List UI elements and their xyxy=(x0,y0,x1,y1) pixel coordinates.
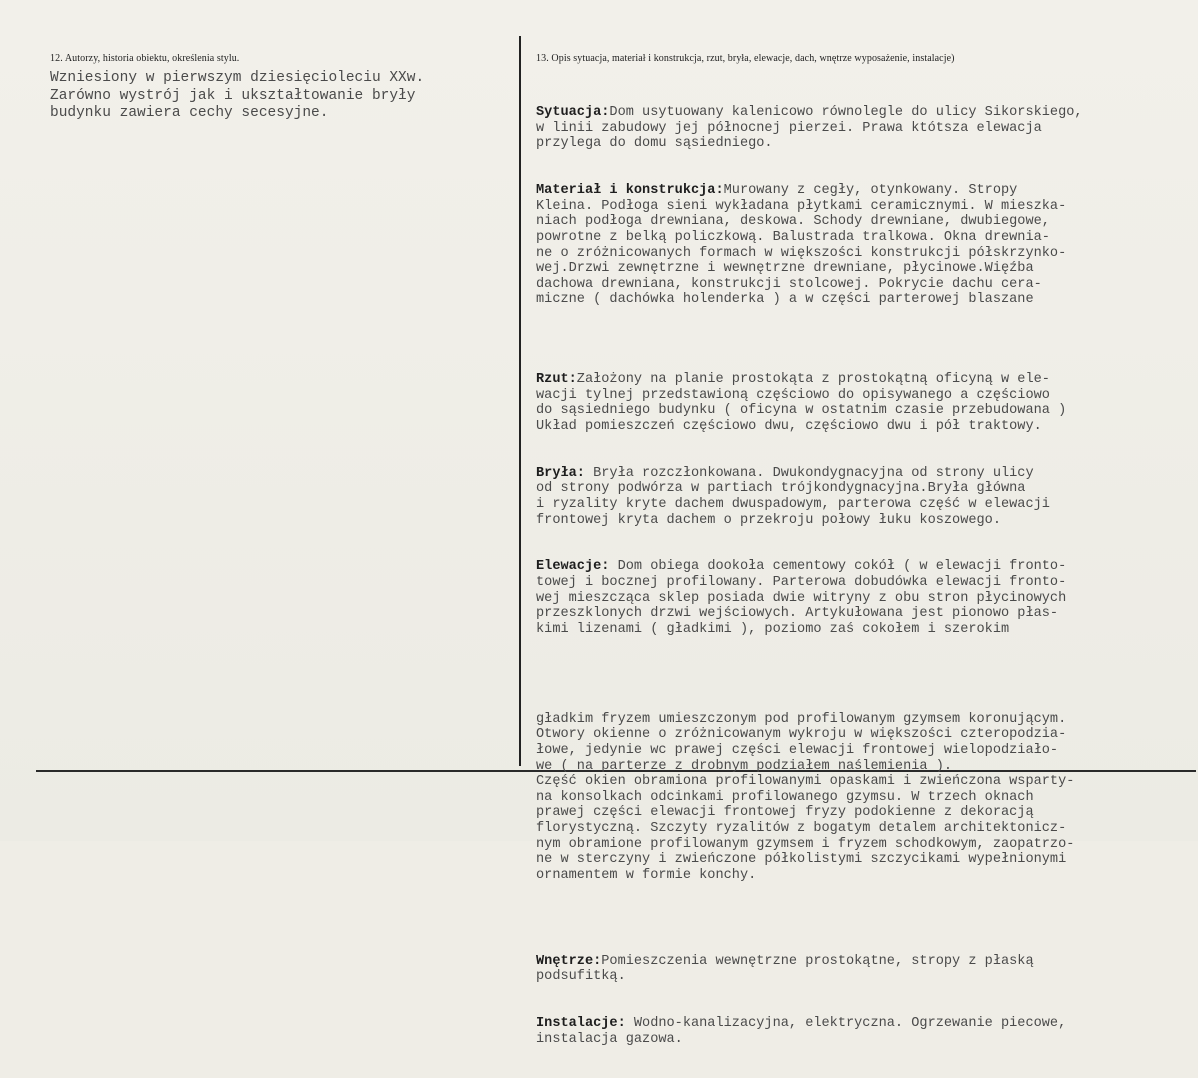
sytuacja-text: Dom usytuowany kalenicowo równolegle do ulicy Sikorskiego, w linii zabudowy jej północnej pierzei. Prawa któtsza elewacja przylega do domu sąsiedniego. xyxy=(536,105,1083,152)
rzut-paragraph xyxy=(536,372,1196,434)
elewacje-label: Elewacje: xyxy=(536,559,610,575)
instalacje-label: Instalacje: xyxy=(536,1016,626,1032)
wnetrze-text: Pomieszczenia wewnętrzne prostokątne, stropy z płaską podsufitką. xyxy=(536,953,1034,985)
wnetrze-paragraph xyxy=(536,954,1196,985)
sytuacja-label: Sytuacja: xyxy=(536,105,610,121)
rzut-text: Założony na planie prostokąta z prostokątną oficyną w ele- wacji tylnej przedstawioną częściowo do opisywanego a częściowo do sąsiedniego budynku ( oficyna w ostatnim czasie przebudowana ) Układ pomieszczeń częściowo dwu, częściowo dwu i pół traktowy. xyxy=(536,372,1067,435)
rzut-label: Rzut: xyxy=(536,372,577,388)
instalacje-text: Wodno-kanalizacyjna, elektryczna. Ogrzewanie piecowe, instalacja gazowa. xyxy=(536,1016,1067,1047)
material-label: Materiał i konstrukcja: xyxy=(536,183,724,199)
sytuacja-paragraph xyxy=(536,105,1196,152)
section-12-heading: 12. Autorzy, historia obiektu, określenia stylu. xyxy=(50,53,240,64)
elewacje-continued: gładkim fryzem umieszczonym pod profilowanym gzymsem koronującym. Otwory okienne o zróżnicowanym wykroju w większości czteropodzia- łowe, jedynie wc prawej części elewacji frontowej wielopodziało- we ( na parterze z drobnym podziałem naślemienia ). Część okien obramiona profilowanymi opaskami i zwieńczona wsparty- na konsolkach odcinkami profilowanego gzymsu. W trzech oknach prawej części elewacji frontowej fryzy podokienne z dekoracją florystyczną. Szczyty ryzalitów z bogatym detalem architektonicz- nym obramione profilowanym gzymsem i fryzem schodkowym, zaopatrzo- ne w sterczyny i zwieńczone półkolistymi szczycikami wypełnionymi ornamentem w formie konchy. xyxy=(536,711,1075,883)
wnetrze-label: Wnętrze: xyxy=(536,953,602,969)
material-paragraph xyxy=(536,183,1196,308)
material-text: Murowany z cegły, otynkowany. Stropy Kleina. Podłoga sieni wykładana płytkami ceramicznymi. W mieszka- niach podłoga drewniana, deskowa. Schody drewniane, dwubiegowe, powrotne z belką policzkową. Balustrada tralkowa. Okna drewnia- ne o zróżnicowanych formach w większości konstrukcji półskrzynko- wej.Drzwi zewnętrzne i wewnętrzne drewniane, płycinowe.Więźba dachowa drewniana, konstrukcji stolcowej. Pokrycie dachu cera- miczne ( dachówka holenderka ) a w części parterowej blaszane xyxy=(536,183,1067,308)
bryla-label: Bryła: xyxy=(536,465,585,481)
section-12-text: Wzniesiony w pierwszym dziesięcioleciu XXw. Zarówno wystrój jak i ukształtowanie bryły budynku zawiera cechy secesyjne. xyxy=(50,70,425,121)
column-divider xyxy=(519,36,521,766)
section-13-body xyxy=(536,74,1196,1078)
instalacje-paragraph xyxy=(536,1016,1196,1047)
elewacje-text: Dom obiega dookoła cementowy cokół ( w elewacji fronto- towej i bocznej profilowany. Parterowa dobudówka elewacji fronto- wej mieszcząca sklep posiada dwie witryny z obu stron płycinowych przeszklonych drzwi wejściowych. Artykułowana jest pionowo płas- kimi lizenami ( gładkimi ), poziomo zaś cokołem i szerokim xyxy=(536,559,1067,637)
section-13-heading: 13. Opis sytuacja, materiał i konstrukcja, rzut, bryła, elewacje, dach, wnętrze wyposażenie, instalacje) xyxy=(536,53,955,64)
bryla-paragraph xyxy=(536,466,1196,528)
bryla-text: Bryła rozczłonkowana. Dwukondygnacyjna od strony ulicy od strony podwórza w partiach trójkondygnacyjna.Bryła główna i ryzality kryte dachem dwuspadowym, parterowa część w elewacji frontowej kryta dachem o przekroju połowy łuku koszowego. xyxy=(536,465,1050,528)
elewacje-paragraph xyxy=(536,559,1196,637)
